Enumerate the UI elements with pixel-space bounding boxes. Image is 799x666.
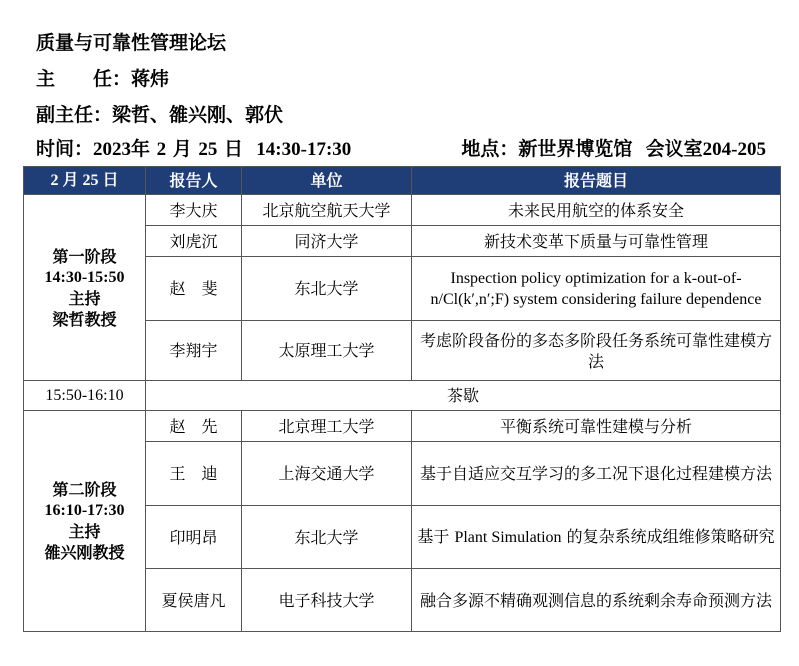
vice-chair-label: 副主任： (36, 104, 113, 126)
stage2-cell (24, 411, 146, 632)
unit-cell: 同济大学 (242, 226, 412, 257)
stage2-host-label: 主持 (68, 522, 101, 541)
forum-title: 质量与可靠性管理论坛 (36, 32, 227, 54)
topic-en: Plant Simulation (454, 529, 562, 546)
location-room: 204-205 (702, 139, 766, 160)
time-year-unit: 年 (131, 138, 151, 160)
topic-suffix: 的复杂系统成组维修策略研究 (566, 527, 775, 546)
table-row (24, 411, 781, 442)
stage2-host: 雒兴刚教授 (44, 543, 125, 562)
time-range: 14:30-17:30 (256, 139, 352, 160)
speaker-cell: 夏侯唐凡 (146, 569, 242, 632)
speaker-cell: 王 迪 (146, 442, 242, 506)
time-month: 2 (156, 139, 167, 160)
speaker-cell: 李翔宇 (146, 321, 242, 381)
speaker-cell: 赵 先 (146, 411, 242, 442)
time-day-unit: 日 (224, 138, 244, 160)
stage2-time: 16:10-17:30 (44, 502, 125, 519)
topic-cell: 新技术变革下质量与可靠性管理 (412, 226, 781, 257)
header-topic: 报告题目 (412, 167, 781, 195)
speaker-cell: 刘虎沉 (146, 226, 242, 257)
speaker-cell: 印明昂 (146, 506, 242, 569)
table-row (24, 195, 781, 226)
topic-cell: Inspection policy optimization for a k-out-of-n/Cl(k′,n′;F) system considering failure dependence (412, 257, 781, 321)
topic-cell: 基于自适应交互学习的多工况下退化过程建模方法 (412, 442, 781, 506)
location-room-label: 会议室 (645, 138, 703, 160)
unit-cell: 电子科技大学 (242, 569, 412, 632)
time-label: 时间： (36, 138, 94, 160)
header-speaker: 报告人 (146, 167, 242, 195)
unit-cell: 太原理工大学 (242, 321, 412, 381)
stage1-name: 第一阶段 (52, 246, 117, 266)
schedule-table (23, 166, 781, 632)
time-month-unit: 月 (172, 138, 192, 160)
topic-cell: 融合多源不精确观测信息的系统剩余寿命预测方法 (412, 569, 781, 632)
header-row (24, 167, 781, 195)
topic-cell (412, 506, 781, 569)
topic-cell: 未来民用航空的体系安全 (412, 195, 781, 226)
location-venue: 新世界博览馆 (518, 138, 633, 160)
break-row (24, 381, 781, 411)
speaker-cell: 李大庆 (146, 195, 242, 226)
break-label: 茶歇 (146, 381, 781, 411)
time-location-line (36, 134, 766, 161)
location-label: 地点： (461, 138, 519, 160)
stage2-name: 第二阶段 (52, 480, 117, 499)
unit-cell: 东北大学 (242, 257, 412, 321)
stage1-time: 14:30-15:50 (44, 268, 125, 286)
chair-name: 蒋炜 (131, 68, 170, 90)
header-unit: 单位 (242, 167, 412, 195)
topic-prefix: 基于 (417, 527, 450, 546)
vice-chair-names: 梁哲、雒兴刚、郭伏 (112, 104, 284, 126)
vice-chair-line (36, 100, 283, 127)
unit-cell: 北京航空航天大学 (242, 195, 412, 226)
speaker-cell: 赵 斐 (146, 257, 242, 321)
time-year: 2023 (93, 139, 132, 160)
chair-label: 主 任： (36, 68, 132, 90)
topic-cell: 平衡系统可靠性建模与分析 (412, 411, 781, 442)
chair-line (36, 64, 169, 91)
unit-cell: 上海交通大学 (242, 442, 412, 506)
stage1-cell (24, 195, 146, 381)
header-date: 2 月 25 日 (24, 167, 146, 195)
stage1-host-label: 主持 (68, 288, 101, 308)
break-time: 15:50-16:10 (24, 381, 146, 411)
topic-cell: 考虑阶段备份的多态多阶段任务系统可靠性建模方法 (412, 321, 781, 381)
time-day: 25 (198, 139, 218, 160)
unit-cell: 东北大学 (242, 506, 412, 569)
unit-cell: 北京理工大学 (242, 411, 412, 442)
stage1-host: 梁哲教授 (52, 309, 117, 329)
location (461, 134, 766, 161)
